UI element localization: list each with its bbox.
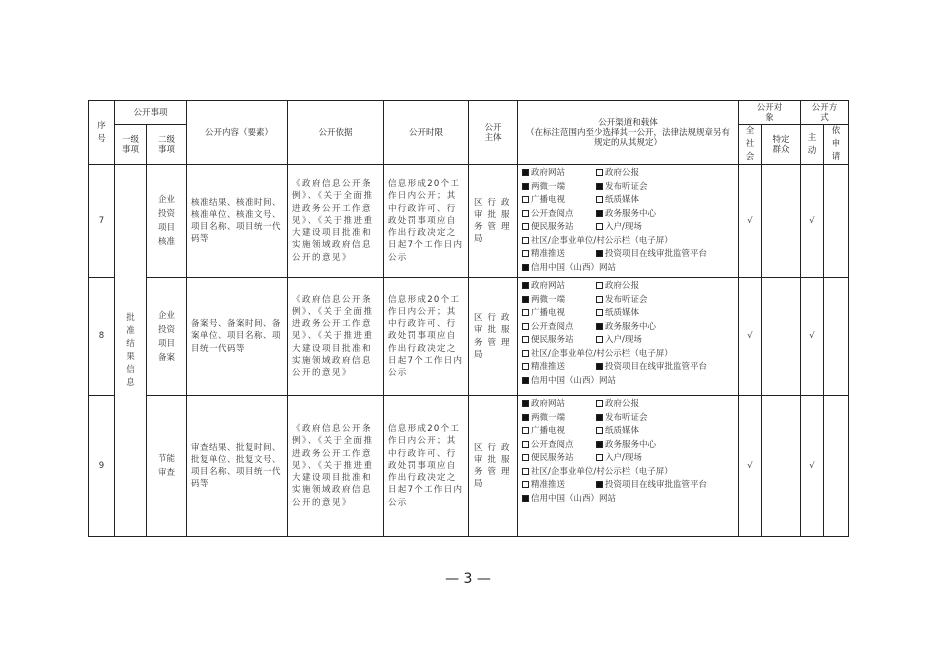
content-cell: 备案号、备案时间、备案单位、项目名称、项目统一代码等	[187, 278, 288, 396]
channel-label: 政务服务中心	[605, 321, 657, 332]
channel-item	[596, 194, 670, 208]
channel-label: 公开查阅点	[531, 439, 574, 450]
unchecked-box-icon	[522, 250, 529, 257]
checked-box-icon	[522, 414, 529, 421]
channel-item	[522, 235, 673, 249]
channel-item	[522, 307, 596, 321]
channel-item	[522, 398, 596, 412]
channel-label: 社区/企事业单位/村公示栏（电子屏）	[531, 466, 673, 477]
channel-label: 纸质媒体	[605, 195, 640, 205]
channel-item	[596, 307, 670, 321]
all-cell: √	[739, 278, 762, 396]
checked-box-icon	[596, 210, 603, 217]
channel-label: 入户/现场	[605, 222, 642, 232]
channel-item	[596, 361, 707, 375]
channel-line	[522, 294, 734, 308]
channel-cell	[518, 396, 739, 537]
channel-item	[596, 479, 707, 493]
header-item: 公开事项	[115, 101, 187, 125]
unchecked-box-icon	[522, 363, 529, 370]
table-row	[89, 278, 849, 396]
channel-label: 发布听证会	[605, 412, 648, 423]
channel-label: 社区/企事业单位/村公示栏（电子屏）	[531, 348, 673, 359]
header-target-group: 特定群众	[762, 125, 801, 165]
channel-label: 政府网站	[531, 399, 566, 409]
checked-box-icon	[596, 363, 603, 370]
channel-item	[596, 280, 670, 294]
channel-item	[522, 294, 596, 308]
request-cell	[824, 396, 849, 537]
channel-label: 公开查阅点	[531, 321, 574, 332]
channel-label: 便民服务站	[531, 335, 574, 345]
content-cell: 审查结果、批复时间、批复单位、批复文号、项目名称、项目统一代码等	[187, 396, 288, 537]
all-cell: √	[739, 396, 762, 537]
channel-label: 投资项目在线审批监管平台	[605, 249, 708, 259]
channel-label: 信用中国（山西）网站	[531, 375, 617, 386]
channel-item	[596, 439, 670, 453]
channel-item	[522, 248, 596, 262]
checked-box-icon	[522, 296, 529, 303]
channel-item	[596, 208, 670, 222]
unchecked-box-icon	[596, 196, 603, 203]
channel-item	[596, 398, 670, 412]
channel-label: 投资项目在线审批监管平台	[605, 362, 708, 372]
header-mode-active: 主动	[801, 125, 824, 165]
channel-line	[522, 334, 734, 348]
channel-label: 政府网站	[531, 281, 566, 291]
channel-item	[522, 466, 673, 480]
unchecked-box-icon	[596, 282, 603, 289]
channel-label: 纸质媒体	[605, 426, 640, 436]
unchecked-box-icon	[522, 196, 529, 203]
unchecked-box-icon	[596, 454, 603, 461]
checked-box-icon	[522, 282, 529, 289]
seq-cell: 9	[89, 396, 115, 537]
channel-item	[522, 361, 596, 375]
active-cell: √	[801, 165, 824, 278]
active-cell: √	[801, 278, 824, 396]
unchecked-box-icon	[522, 323, 529, 330]
channel-label: 入户/现场	[605, 453, 642, 463]
channel-note: （在标注范围内至少选择其一公开，法律法规规章另有规定的从其规定）	[525, 127, 730, 148]
channel-item	[522, 334, 596, 348]
time-cell: 信息形成20个工作日内公开；其中行政许可、行政处罚事项应自作出行政决定之日起7个工作日内公示	[384, 165, 469, 278]
channel-item	[522, 280, 596, 294]
channel-item	[596, 248, 707, 262]
channel-item	[596, 412, 670, 426]
checked-box-icon	[522, 183, 529, 190]
channel-line	[522, 167, 734, 181]
channel-line	[522, 361, 734, 375]
level1-cell: 批准结果信息	[115, 165, 147, 537]
channel-label: 广播电视	[531, 308, 566, 318]
channel-label: 政府公报	[605, 168, 640, 178]
basis-cell: 《政府信息公开条例》、《关于全面推进政务公开工作意见》、《关于推进重大建设项目批准和实施领域政府信息公开的意见》	[288, 396, 384, 537]
unchecked-box-icon	[596, 169, 603, 176]
channel-label: 投资项目在线审批监管平台	[605, 480, 708, 490]
channel-line	[522, 466, 734, 480]
level2-cell: 企业投资项目核准	[147, 165, 187, 278]
channel-item	[522, 493, 616, 507]
header-target: 公开对象	[739, 101, 801, 125]
channel-label: 政府公报	[605, 399, 640, 409]
channel-line	[522, 307, 734, 321]
channel-item	[596, 221, 670, 235]
unchecked-box-icon	[522, 237, 529, 244]
channel-line	[522, 398, 734, 412]
header-mode-request: 依申请	[824, 125, 849, 165]
channel-item	[522, 425, 596, 439]
header-time: 公开时限	[384, 101, 469, 165]
channel-line	[522, 235, 734, 249]
unchecked-box-icon	[522, 309, 529, 316]
channel-line	[522, 262, 734, 276]
group-cell	[762, 396, 801, 537]
active-cell: √	[801, 396, 824, 537]
channel-label: 广播电视	[531, 426, 566, 436]
channel-label: 广播电视	[531, 195, 566, 205]
channel-item	[522, 375, 616, 389]
checked-box-icon	[596, 414, 603, 421]
subject-cell: 区行政审批服务管理局	[469, 165, 518, 278]
channel-item	[522, 208, 596, 222]
header-level1: 一级事项	[115, 125, 147, 165]
unchecked-box-icon	[522, 350, 529, 357]
unchecked-box-icon	[522, 336, 529, 343]
checked-box-icon	[522, 377, 529, 384]
level2-cell: 节能审查	[147, 396, 187, 537]
channel-item	[522, 167, 596, 181]
time-cell: 信息形成20个工作日内公开；其中行政许可、行政处罚事项应自作出行政决定之日起7个工作日内公示	[384, 396, 469, 537]
channel-label: 便民服务站	[531, 453, 574, 463]
channel-line	[522, 321, 734, 335]
header-seq: 序号	[89, 101, 115, 165]
channel-line	[522, 221, 734, 235]
channel-line	[522, 348, 734, 362]
unchecked-box-icon	[596, 223, 603, 230]
level2-cell: 企业投资项目备案	[147, 278, 187, 396]
checked-box-icon	[596, 323, 603, 330]
header-channel	[518, 101, 739, 165]
channel-item	[522, 479, 596, 493]
channel-label: 政府公报	[605, 281, 640, 291]
channel-line	[522, 181, 734, 195]
checked-box-icon	[596, 441, 603, 448]
unchecked-box-icon	[596, 427, 603, 434]
unchecked-box-icon	[522, 454, 529, 461]
channel-cell	[518, 165, 739, 278]
channel-label: 精准推送	[531, 480, 566, 490]
channel-item	[596, 181, 670, 195]
channel-label: 两微一端	[531, 294, 566, 305]
checked-box-icon	[522, 264, 529, 271]
table-row	[89, 165, 849, 278]
channel-label: 两微一端	[531, 181, 566, 192]
channel-label: 政务服务中心	[605, 208, 657, 219]
channel-line	[522, 280, 734, 294]
seq-cell: 8	[89, 278, 115, 396]
channel-label: 入户/现场	[605, 335, 642, 345]
group-cell	[762, 165, 801, 278]
channel-item	[522, 221, 596, 235]
channel-line	[522, 248, 734, 262]
unchecked-box-icon	[522, 441, 529, 448]
checked-box-icon	[596, 481, 603, 488]
channel-item	[596, 321, 670, 335]
checked-box-icon	[522, 400, 529, 407]
table-row	[89, 396, 849, 537]
checked-box-icon	[522, 495, 529, 502]
channel-label: 便民服务站	[531, 222, 574, 232]
channel-item	[596, 452, 670, 466]
request-cell	[824, 165, 849, 278]
channel-item	[522, 439, 596, 453]
channel-line	[522, 375, 734, 389]
channel-item	[596, 294, 670, 308]
channel-item	[522, 321, 596, 335]
channel-line	[522, 493, 734, 507]
seq-cell: 7	[89, 165, 115, 278]
unchecked-box-icon	[596, 336, 603, 343]
channel-label: 精准推送	[531, 362, 566, 372]
all-cell: √	[739, 165, 762, 278]
request-cell	[824, 278, 849, 396]
header-target-all: 全社会	[739, 125, 762, 165]
checked-box-icon	[522, 169, 529, 176]
header-basis: 公开依据	[288, 101, 384, 165]
disclosure-table	[88, 100, 849, 537]
header-subject: 公开主体	[469, 101, 518, 165]
unchecked-box-icon	[522, 210, 529, 217]
channel-line	[522, 194, 734, 208]
unchecked-box-icon	[522, 481, 529, 488]
page-number: — 3 —	[445, 571, 491, 587]
channel-line	[522, 479, 734, 493]
channel-label: 政府网站	[531, 168, 566, 178]
channel-item	[522, 412, 596, 426]
header-level2: 二级事项	[147, 125, 187, 165]
channel-label: 政务服务中心	[605, 439, 657, 450]
checked-box-icon	[596, 250, 603, 257]
channel-label: 社区/企事业单位/村公示栏（电子屏）	[531, 235, 673, 246]
header-content: 公开内容（要素）	[187, 101, 288, 165]
channel-label: 发布听证会	[605, 294, 648, 305]
channel-item	[522, 181, 596, 195]
basis-cell: 《政府信息公开条例》、《关于全面推进政务公开工作意见》、《关于推进重大建设项目批准和实施领域政府信息公开的意见》	[288, 278, 384, 396]
time-cell: 信息形成20个工作日内公开；其中行政许可、行政处罚事项应自作出行政决定之日起7个工作日内公示	[384, 278, 469, 396]
subject-cell: 区行政审批服务管理局	[469, 278, 518, 396]
channel-label: 两微一端	[531, 412, 566, 423]
channel-line	[522, 412, 734, 426]
channel-item	[522, 452, 596, 466]
channel-item	[522, 348, 673, 362]
channel-title: 公开渠道和载体	[598, 117, 658, 128]
channel-line	[522, 208, 734, 222]
header-mode: 公开方式	[801, 101, 849, 125]
unchecked-box-icon	[522, 427, 529, 434]
content-cell: 核准结果、核准时间、核准单位、核准文号、项目名称、项目统一代码等	[187, 165, 288, 278]
unchecked-box-icon	[522, 468, 529, 475]
channel-line	[522, 439, 734, 453]
channel-item	[596, 425, 670, 439]
channel-label: 公开查阅点	[531, 208, 574, 219]
channel-label: 纸质媒体	[605, 308, 640, 318]
group-cell	[762, 278, 801, 396]
unchecked-box-icon	[522, 223, 529, 230]
channel-item	[596, 167, 670, 181]
channel-line	[522, 425, 734, 439]
unchecked-box-icon	[596, 400, 603, 407]
channel-item	[522, 194, 596, 208]
unchecked-box-icon	[596, 309, 603, 316]
channel-item	[596, 334, 670, 348]
channel-label: 精准推送	[531, 249, 566, 259]
checked-box-icon	[596, 183, 603, 190]
channel-label: 发布听证会	[605, 181, 648, 192]
subject-cell: 区行政审批服务管理局	[469, 396, 518, 537]
basis-cell: 《政府信息公开条例》、《关于全面推进政务公开工作意见》、《关于推进重大建设项目批准和实施领域政府信息公开的意见》	[288, 165, 384, 278]
channel-cell	[518, 278, 739, 396]
channel-item	[522, 262, 616, 276]
channel-line	[522, 452, 734, 466]
unchecked-box-icon	[596, 296, 603, 303]
channel-label: 信用中国（山西）网站	[531, 493, 617, 504]
channel-label: 信用中国（山西）网站	[531, 262, 617, 273]
